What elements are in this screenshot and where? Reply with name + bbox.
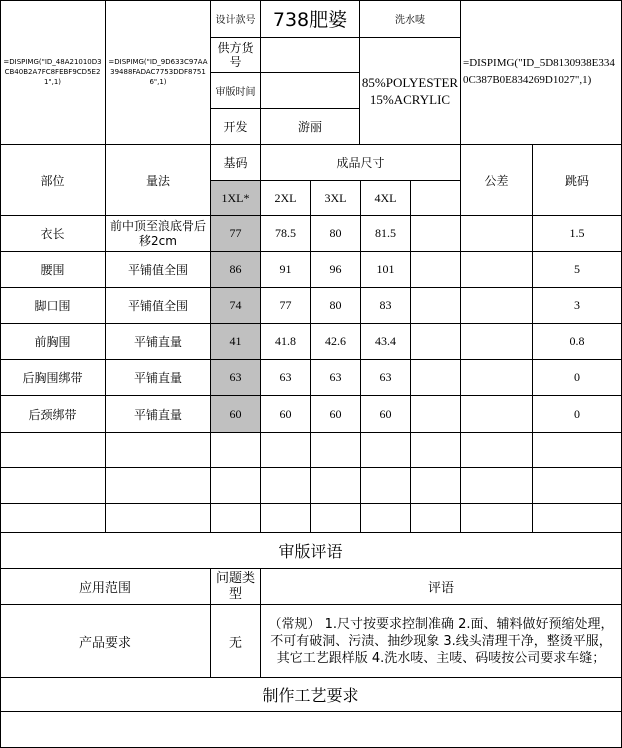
row-value-1: 77: [211, 216, 261, 252]
row-value-3: 80: [311, 216, 361, 252]
review-title: 审版评语: [0, 533, 622, 569]
empty-cell: [261, 504, 311, 533]
row-part: 前胸围: [0, 324, 106, 360]
row-value-3: 96: [311, 252, 361, 288]
comment-text: （常规） 1.尺寸按要求控制准确 2.面、辅料做好预缩处理，不可有破洞、污渍、抽纱现象 3.线头清理干净，整烫平服，其它工艺跟样版 4.洗水唛、主唛、码唛按公司要求车缝；: [261, 605, 622, 678]
row-value-1: 86: [211, 252, 261, 288]
empty-cell: [0, 433, 106, 468]
empty-cell: [361, 468, 411, 504]
empty-cell: [311, 468, 361, 504]
row-value-4: 101: [361, 252, 411, 288]
row-value-3: 42.6: [311, 324, 361, 360]
design-no-label: 设计款号: [211, 0, 261, 38]
row-value-3: 63: [311, 360, 361, 396]
image-placeholder-3: [461, 0, 622, 145]
row-value-2: 41.8: [261, 324, 311, 360]
row-value-1: 63: [211, 360, 261, 396]
issue-type-value: 无: [211, 605, 261, 678]
design-no-value: 738肥婆: [261, 0, 360, 38]
size-header-4: 4XL: [361, 181, 411, 216]
row-empty: [411, 324, 461, 360]
empty-cell: [461, 504, 533, 533]
row-tolerance: [461, 216, 533, 252]
empty-cell: [0, 468, 106, 504]
process-content: [0, 712, 622, 748]
row-part: 脚口围: [0, 288, 106, 324]
row-value-4: 81.5: [361, 216, 411, 252]
empty-cell: [211, 468, 261, 504]
row-tolerance: [461, 252, 533, 288]
empty-cell: [461, 433, 533, 468]
row-grade: 0: [533, 360, 622, 396]
empty-cell: [361, 433, 411, 468]
row-method: 平铺值全围: [106, 252, 211, 288]
image-placeholder-1: [0, 0, 106, 145]
col-header-tolerance: 公差: [461, 145, 533, 216]
scope-label: 应用范围: [0, 569, 211, 605]
row-method: 前中顶至浪底骨后移2cm: [106, 216, 211, 252]
row-value-2: 60: [261, 396, 311, 433]
row-value-2: 91: [261, 252, 311, 288]
empty-cell: [533, 468, 622, 504]
empty-cell: [211, 504, 261, 533]
row-method: 平铺直量: [106, 360, 211, 396]
row-value-2: 77: [261, 288, 311, 324]
size-header-2: 2XL: [261, 181, 311, 216]
wash-label: 洗水唛: [360, 0, 461, 38]
supplier-no-label: 供方货号: [211, 38, 261, 73]
row-grade: 0.8: [533, 324, 622, 360]
empty-cell: [211, 433, 261, 468]
row-value-3: 60: [311, 396, 361, 433]
col-header-method: 量法: [106, 145, 211, 216]
row-tolerance: [461, 324, 533, 360]
empty-cell: [106, 504, 211, 533]
image-formula-text: =DISPIMG("ID_5D8130938E3340C387B0E834269D1027",1): [463, 57, 615, 86]
image-formula-text: =DISPIMG("ID_9D633C97AA39488FADAC7753DDF87516",1): [108, 58, 208, 86]
row-method: 平铺值全围: [106, 288, 211, 324]
row-value-2: 78.5: [261, 216, 311, 252]
row-value-3: 80: [311, 288, 361, 324]
review-time-value: [261, 73, 360, 109]
row-value-1: 41: [211, 324, 261, 360]
empty-cell: [261, 433, 311, 468]
empty-cell: [411, 504, 461, 533]
comment-label: 评语: [261, 569, 622, 605]
row-empty: [411, 288, 461, 324]
row-value-1: 74: [211, 288, 261, 324]
row-part: 衣长: [0, 216, 106, 252]
row-tolerance: [461, 360, 533, 396]
empty-cell: [261, 468, 311, 504]
row-value-4: 60: [361, 396, 411, 433]
row-part: 腰围: [0, 252, 106, 288]
supplier-no-value: [261, 38, 360, 73]
process-title: 制作工艺要求: [0, 678, 622, 712]
image-placeholder-2: [106, 0, 211, 145]
row-empty: [411, 252, 461, 288]
row-method: 平铺直量: [106, 324, 211, 360]
col-header-grade: 跳码: [533, 145, 622, 216]
row-value-4: 63: [361, 360, 411, 396]
row-grade: 0: [533, 396, 622, 433]
product-req-label: 产品要求: [0, 605, 211, 678]
material-composition: 85%POLYESTER 15%ACRYLIC: [360, 38, 461, 145]
review-time-label: 审版时间: [211, 73, 261, 109]
col-header-finished: 成品尺寸: [261, 145, 461, 181]
empty-cell: [533, 433, 622, 468]
row-grade: 5: [533, 252, 622, 288]
empty-cell: [0, 504, 106, 533]
row-grade: 1.5: [533, 216, 622, 252]
empty-cell: [361, 504, 411, 533]
row-value-4: 43.4: [361, 324, 411, 360]
developer-value: 游丽: [261, 109, 360, 145]
row-value-1: 60: [211, 396, 261, 433]
empty-cell: [533, 504, 622, 533]
empty-cell: [411, 433, 461, 468]
col-header-part: 部位: [0, 145, 106, 216]
empty-cell: [106, 468, 211, 504]
row-empty: [411, 216, 461, 252]
col-header-base: 基码: [211, 145, 261, 181]
row-method: 平铺直量: [106, 396, 211, 433]
empty-cell: [411, 468, 461, 504]
row-tolerance: [461, 396, 533, 433]
row-empty: [411, 396, 461, 433]
row-value-4: 83: [361, 288, 411, 324]
size-header-3: 3XL: [311, 181, 361, 216]
empty-cell: [106, 433, 211, 468]
row-part: 后胸围绑带: [0, 360, 106, 396]
row-part: 后颈绑带: [0, 396, 106, 433]
empty-cell: [311, 433, 361, 468]
empty-cell: [311, 504, 361, 533]
developer-label: 开发: [211, 109, 261, 145]
size-header-empty: [411, 181, 461, 216]
row-tolerance: [461, 288, 533, 324]
image-formula-text: =DISPIMG("ID_48A21010D3CB40B2A7FC8FEBF9CD5E21",1): [3, 58, 102, 86]
empty-cell: [461, 468, 533, 504]
row-value-2: 63: [261, 360, 311, 396]
row-grade: 3: [533, 288, 622, 324]
size-header-1: 1XL*: [211, 181, 261, 216]
issue-type-label: 问题类型: [211, 569, 261, 605]
row-empty: [411, 360, 461, 396]
